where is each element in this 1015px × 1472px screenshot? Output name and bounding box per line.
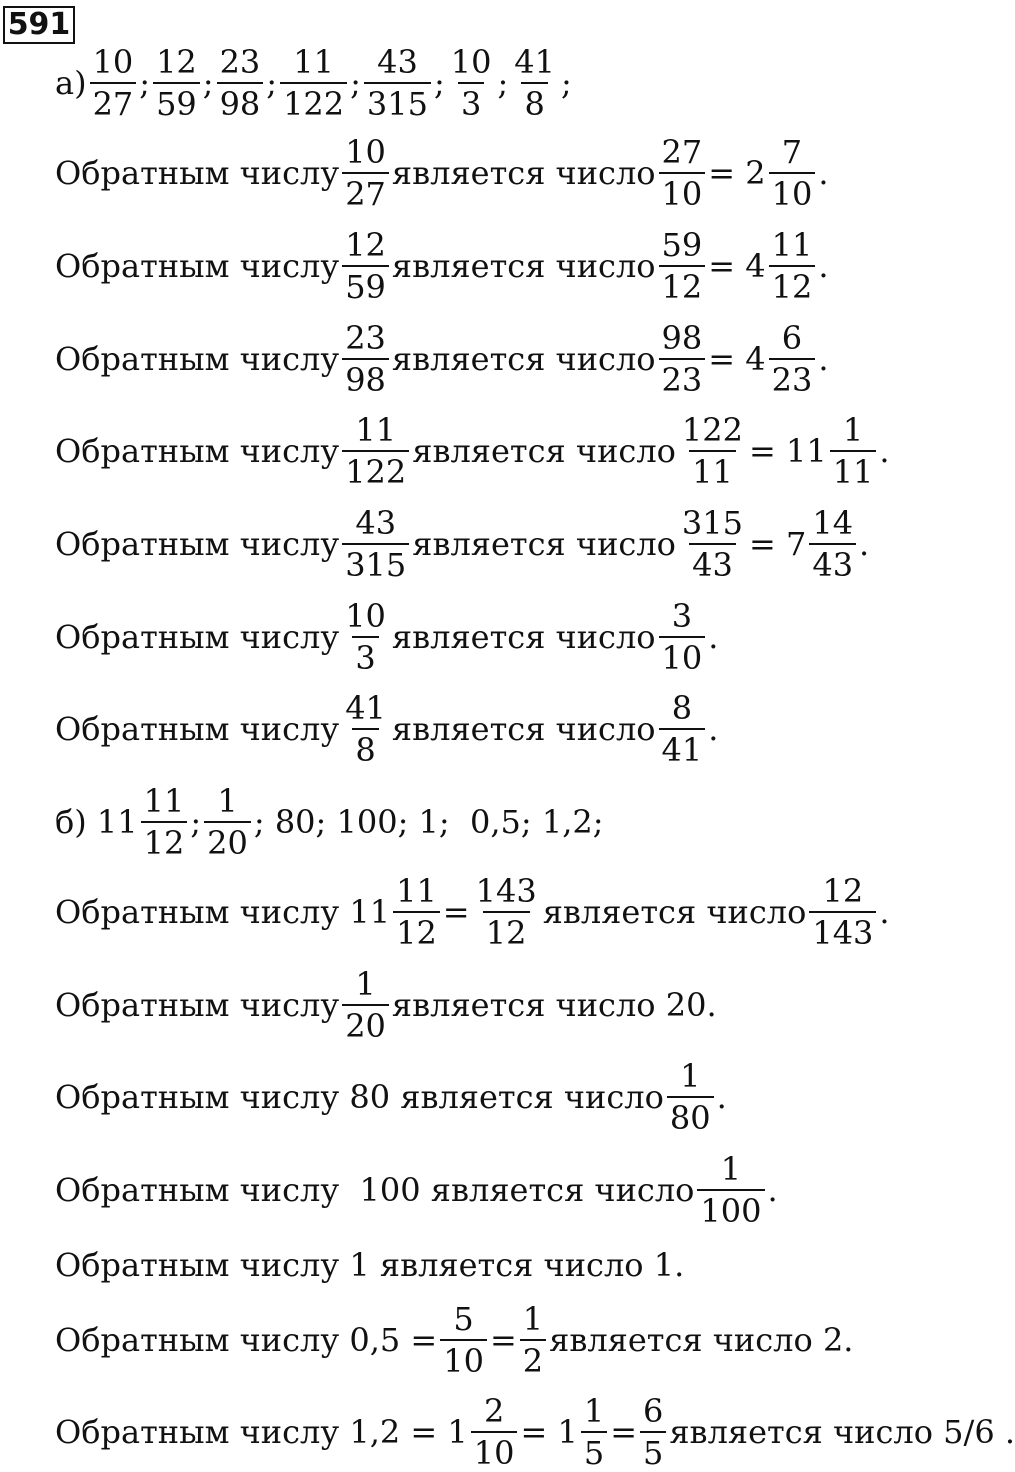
fraction: $\frac{10}{27}$ (90, 46, 137, 120)
part-a-row: Обратным числу $\frac{10}{27}$ является число $\frac{27}{10}$ = 2 $\frac{7}{10}$ . (55, 133, 829, 213)
problem-number-box: 591 (3, 6, 75, 44)
fraction: $\frac{11}{12}$ (141, 785, 188, 859)
fraction: $\frac{98}{23}$ (659, 322, 706, 396)
fraction: $\frac{1}{80}$ (667, 1060, 714, 1134)
part-b-row-2: Обратным числу $\frac{1}{20}$ является число 20. (55, 965, 717, 1045)
fraction: $\frac{1}{20}$ (204, 785, 251, 859)
fraction: $\frac{2}{10}$ (471, 1395, 518, 1469)
fraction: $\frac{12}{59}$ (153, 46, 200, 120)
fraction: $\frac{10}{3}$ (450, 43, 492, 123)
fraction: $\frac{1}{20}$ (342, 968, 389, 1042)
fraction: $\frac{3}{10}$ (659, 600, 706, 674)
fraction: $\frac{41}{8}$ (345, 689, 386, 769)
part-a-header: а) $\frac{10}{27}$ ; $\frac{12}{59}$ ; $\frac{23}{98}$ ; $\frac{11}{122}$ ; $\frac{43}{315}$ ; $\frac{10}{3}$ ; $\frac{41}{8}$ ; (55, 43, 572, 123)
fraction: $\frac{6}{5}$ (640, 1395, 666, 1469)
fraction: $\frac{8}{41}$ (659, 692, 706, 766)
fraction: $\frac{5}{10}$ (440, 1303, 487, 1377)
fraction: $\frac{11}{122}$ (280, 46, 347, 120)
fraction: $\frac{122}{11}$ (681, 411, 743, 491)
fraction: $\frac{143}{12}$ (475, 872, 537, 952)
part-b-row-1: Обратным числу 11 $\frac{11}{12}$ = $\frac{143}{12}$ является число $\frac{12}{143}$ . (55, 872, 890, 952)
part-a-row: Обратным числу $\frac{11}{122}$ является число $\frac{122}{11}$ = 11 $\frac{1}{11}$ . (55, 411, 890, 491)
part-b-row-6: Обратным числу 0,5 = $\frac{5}{10}$ = $\frac{1}{2}$ является число 2. (55, 1300, 854, 1380)
fraction: $\frac{1}{5}$ (581, 1395, 607, 1469)
fraction: $\frac{43}{315}$ (342, 507, 409, 581)
fraction: $\frac{10}{27}$ (342, 136, 389, 210)
fraction: $\frac{1}{11}$ (830, 414, 877, 488)
fraction: $\frac{23}{98}$ (342, 322, 389, 396)
fraction: $\frac{12}{143}$ (809, 875, 876, 949)
part-b-header: б) 11 $\frac{11}{12}$ ; $\frac{1}{20}$ ; 80; 100; 1; 0,5; 1,2; (55, 782, 604, 862)
part-a-row: Обратным числу $\frac{12}{59}$ является число $\frac{59}{12}$ = 4 $\frac{11}{12}$ . (55, 226, 829, 306)
part-b-row-3: Обратным числу 80 является число $\frac{1}{80}$ . (55, 1057, 727, 1137)
fraction: $\frac{43}{315}$ (364, 46, 431, 120)
fraction: $\frac{1}{100}$ (697, 1153, 764, 1227)
part-b-row-7: Обратным числу 1,2 = 1 $\frac{2}{10}$ = 1 $\frac{1}{5}$ = $\frac{6}{5}$ является число 5/6 . (55, 1392, 1015, 1472)
part-b-row-4: Обратным числу 100 является число $\frac{1}{100}$ . (55, 1150, 778, 1230)
fraction: $\frac{1}{2}$ (520, 1303, 546, 1377)
fraction: $\frac{12}{59}$ (342, 229, 389, 303)
fraction: $\frac{11}{122}$ (342, 414, 409, 488)
part-b-row-5: Обратным числу 1 является число 1. (55, 1246, 685, 1284)
fraction: $\frac{6}{23}$ (769, 322, 816, 396)
fraction: $\frac{315}{43}$ (681, 504, 743, 584)
part-a-row: Обратным числу $\frac{41}{8}$ является число $\frac{8}{41}$ . (55, 689, 719, 769)
part-a-row: Обратным числу $\frac{10}{3}$ является число $\frac{3}{10}$ . (55, 597, 719, 677)
fraction: $\frac{7}{10}$ (769, 136, 816, 210)
fraction: $\frac{14}{43}$ (809, 507, 856, 581)
part-a-row: Обратным числу $\frac{23}{98}$ является число $\frac{98}{23}$ = 4 $\frac{6}{23}$ . (55, 319, 829, 399)
part-a-row: Обратным числу $\frac{43}{315}$ является число $\frac{315}{43}$ = 7 $\frac{14}{43}$ . (55, 504, 870, 584)
fraction: $\frac{11}{12}$ (393, 875, 440, 949)
part-a-label: а) (55, 64, 87, 102)
fraction: $\frac{23}{98}$ (217, 46, 264, 120)
fraction: $\frac{11}{12}$ (769, 229, 816, 303)
fraction: $\frac{59}{12}$ (659, 229, 706, 303)
fraction: $\frac{27}{10}$ (659, 136, 706, 210)
part-b-label: б) 11 (55, 803, 138, 841)
fraction: $\frac{41}{8}$ (514, 43, 555, 123)
fraction: $\frac{10}{3}$ (345, 597, 386, 677)
